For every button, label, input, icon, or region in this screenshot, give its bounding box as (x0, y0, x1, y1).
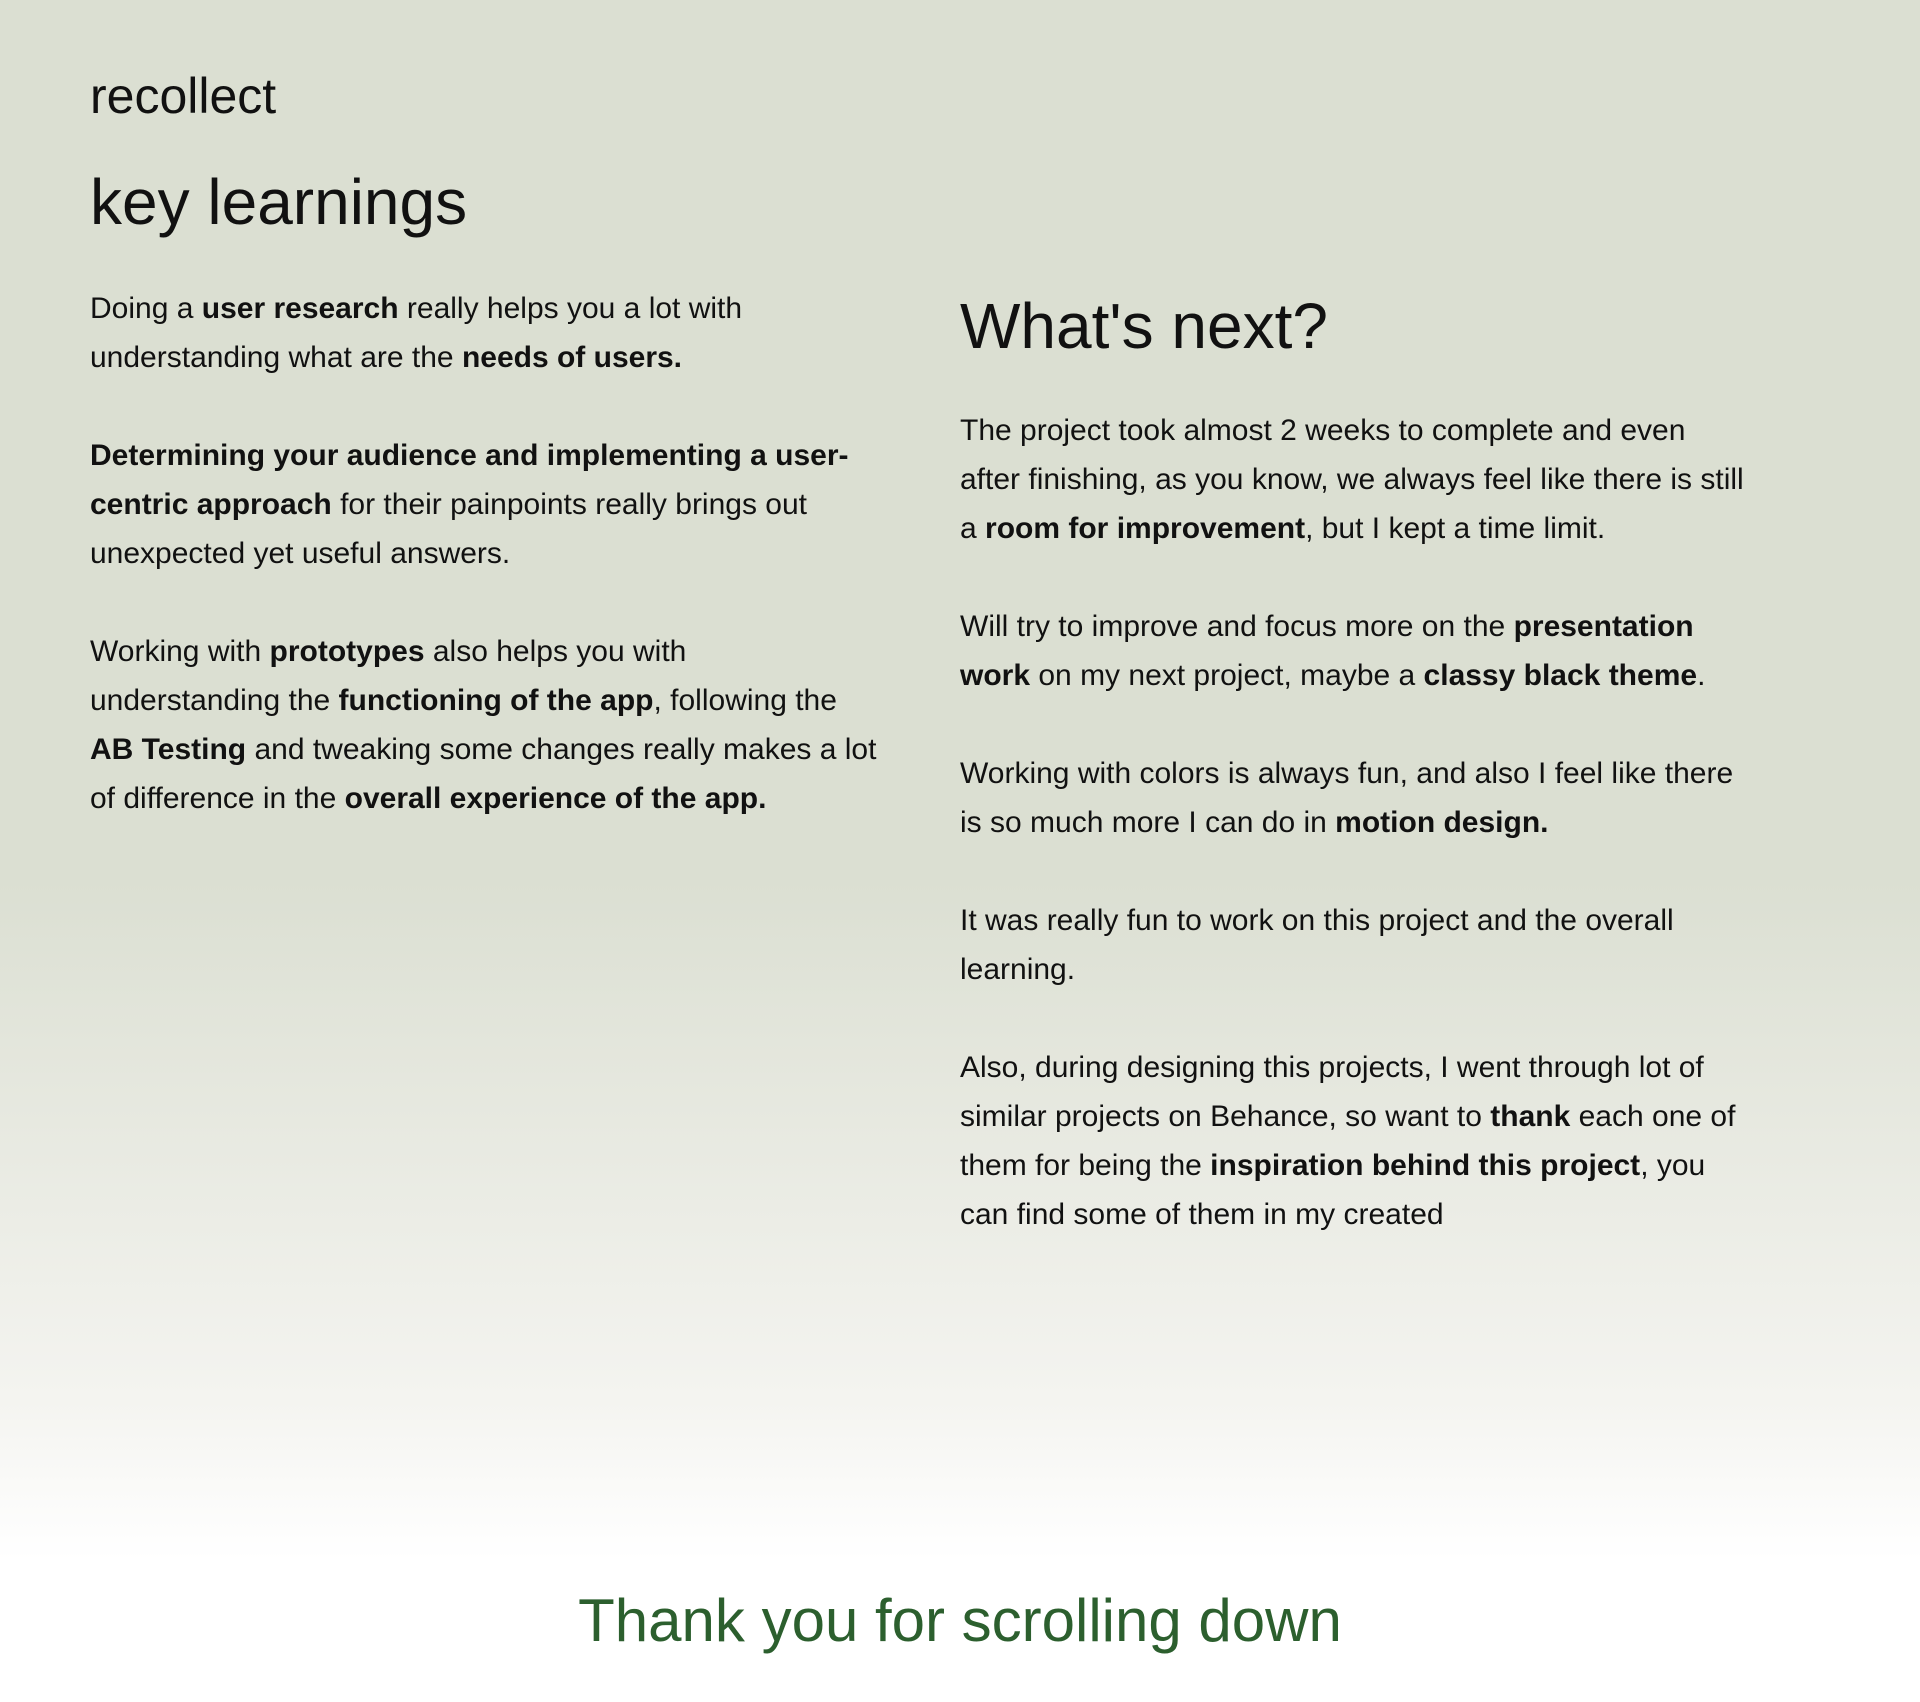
whats-next-column (960, 284, 1750, 1288)
text-segment: The project took almost 2 weeks to complete and even after finishing, as you know, we always feel like there is still a (960, 414, 1744, 545)
bold-segment: motion design. (1335, 806, 1549, 839)
bold-segment: thank (1490, 1100, 1571, 1133)
text-segment: Also, during designing this projects, I went through lot of similar projects on Behance, so want to (960, 1051, 1704, 1133)
key-learnings-column (90, 284, 880, 872)
text-segment: Will try to improve and focus more on the (960, 610, 1514, 643)
bold-segment: needs of users. (461, 341, 683, 374)
text-segment: , you can find some of them in my created (960, 1149, 1706, 1231)
text-segment: . (1697, 659, 1706, 692)
brand-name: recollect (90, 68, 277, 124)
text-segment: for their painpoints really brings out unexpected yet useful answers. (90, 488, 808, 570)
text-segment: on my next project, maybe a (1030, 659, 1424, 692)
bold-segment: inspiration behind this project (1210, 1149, 1641, 1182)
bold-segment: classy black theme (1423, 659, 1698, 692)
learning-paragraph-2 (90, 431, 880, 578)
bold-segment: user research (201, 292, 399, 325)
next-paragraph-5 (960, 1043, 1750, 1239)
text-segment: Doing a (90, 292, 202, 325)
whats-next-title: What's next? (960, 290, 1328, 362)
bold-segment: presentation work (960, 610, 1694, 692)
thank-you-message: Thank you for scrolling down (578, 1587, 1342, 1654)
text-segment: each one of them for being the (960, 1100, 1736, 1182)
bold-segment: functioning of the app (338, 684, 654, 717)
text-segment: It was really fun to work on this project and the overall learning. (960, 904, 1674, 986)
section-title: key learnings (90, 166, 468, 238)
text-segment: also helps you with understanding the (90, 635, 687, 717)
text-segment: , but I kept a time limit. (1305, 512, 1606, 545)
text-segment: really helps you a lot with understanding what are the (90, 292, 743, 374)
learning-paragraph-3 (90, 627, 880, 823)
bold-segment: room for improvement (985, 512, 1306, 545)
next-paragraph-2 (960, 602, 1750, 700)
learning-paragraph-1 (90, 284, 880, 382)
bold-segment: AB Testing (90, 733, 247, 766)
text-segment: Working with colors is always fun, and also I feel like there is so much more I can do in (960, 757, 1734, 839)
bold-segment: Determining your audience and implementing a user-centric approach (90, 439, 849, 521)
next-paragraph-1 (960, 406, 1750, 553)
text-segment: Working with (90, 635, 270, 668)
text-segment: , following the (653, 684, 837, 717)
bold-segment: overall experience of the app. (344, 782, 767, 815)
next-paragraph-4 (960, 896, 1750, 994)
bold-segment: prototypes (269, 635, 425, 668)
text-segment: and tweaking some changes really makes a lot of difference in the (90, 733, 877, 815)
next-paragraph-3 (960, 749, 1750, 847)
